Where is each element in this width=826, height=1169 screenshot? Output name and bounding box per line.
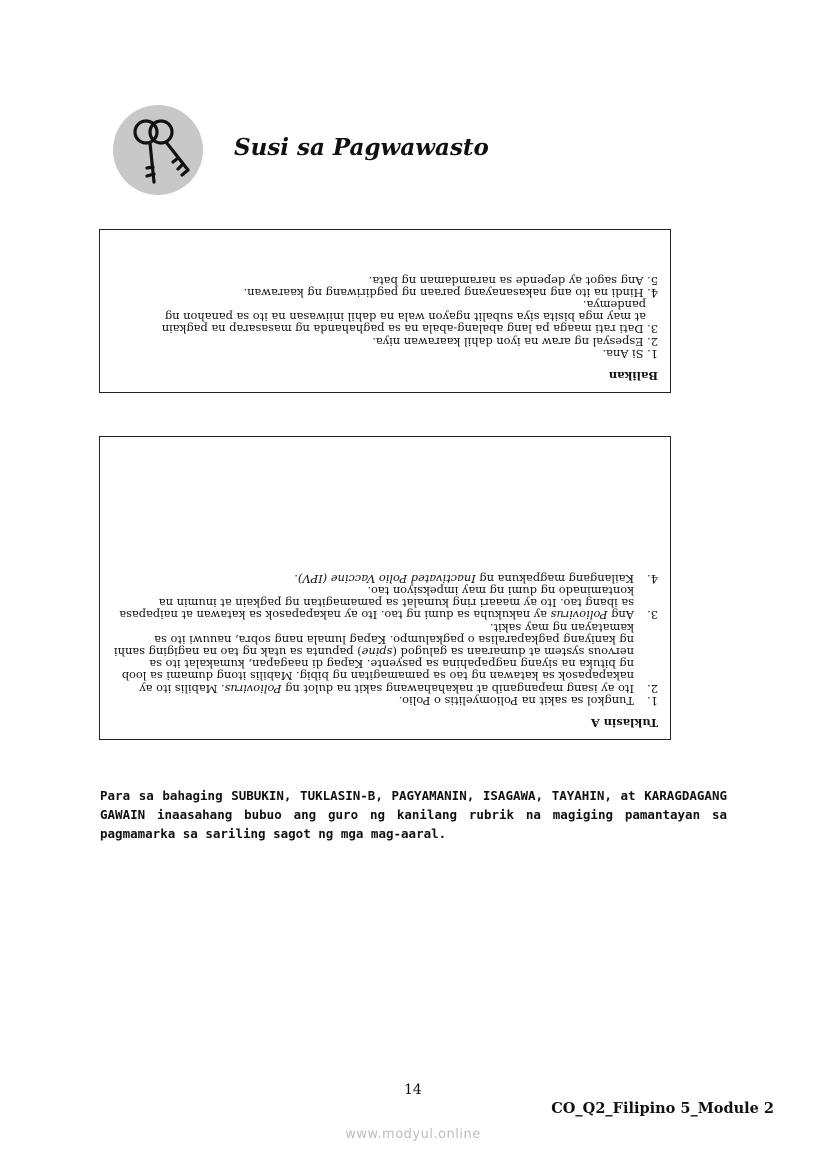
- list-item: 5. Ang sagot ay depende sa naramdaman ng bata.: [368, 273, 658, 288]
- item-number: 2.: [647, 681, 658, 696]
- list-item: pandemya.: [582, 297, 646, 312]
- page-title: Susi sa Pagwawasto: [234, 134, 489, 161]
- tuklasin-flipped-content: [100, 437, 670, 739]
- item-number: 1.: [647, 693, 658, 708]
- tuklasin-answer-box: [99, 436, 671, 740]
- list-item: 1. Si Ana.: [602, 346, 658, 361]
- list-item: 4. Hindi na ito ang nakasanayang paraan ng pagdiriwang ng kaarawan.: [243, 285, 658, 300]
- page-number: 14: [404, 1082, 422, 1098]
- item-number: 3.: [647, 608, 658, 623]
- module-code: CO_Q2_Filipino 5_Module 2: [551, 1100, 774, 1117]
- item-text: Tungkol sa sakit na Poliomyelitis o Polio.: [398, 693, 634, 708]
- balikan-flipped-content: [100, 230, 670, 392]
- list-item: [112, 585, 658, 622]
- item-text: Ito ay isang mapanganib at nakahahawang sakit na dulot ng Poliovirus. Mabilis ito ay nakapapasok sa katawan ng tao sa pamamagitan ng bibig. Mabilis itong dumami sa loob ng bituka na siyang nagpapahina sa pasyente. Kapag di naagapan, kumakalat ito sa nervous system at dumaraan sa galugod (spine) papunta sa utak ng tao na nagiging sanhi ng kaniyang pagkaparalisa o pagkalumpo. Kapag lumala nang sobra, nauuwi ito sa kamatayan ng may sakit.: [114, 620, 634, 696]
- item-number: 4.: [647, 571, 658, 586]
- balikan-answer-box: [99, 229, 671, 393]
- tuklasin-list: [112, 573, 658, 707]
- balikan-list: [112, 274, 658, 359]
- item-text: Kailangang magpakuna ng Inactivated Polio Vaccine (IPV).: [294, 571, 634, 586]
- list-item: at may mga bisita siya subalit ngayon wala na dahil iniiwasan na ito sa panahon ng: [164, 310, 646, 325]
- watermark: www.modyul.online: [345, 1127, 481, 1142]
- tuklasin-heading: Tuklasin A: [590, 716, 658, 730]
- balikan-heading: Balikan: [608, 369, 658, 383]
- list-item: 2. Espesyal ng araw na iyon dahil kaarawan niya.: [372, 334, 658, 349]
- item-text: Ang Poliovirus ay nakukuha sa dumi ng tao. Ito ay nakapapasok sa katawan at naipapasa sa ibang tao. Ito ay maaari ring kumalat sa pamamagitan ng pagkain at inumin na kontaminado ng dumi ng may impeksiyon tao.: [119, 583, 634, 623]
- list-item: [112, 621, 658, 694]
- list-item: 3. Dati rati maaga pa lang abalang-abala na sa paghahanda ng masasarap na pagkain: [161, 322, 658, 337]
- list-item: [112, 695, 658, 707]
- teacher-note: Para sa bahaging SUBUKIN, TUKLASIN-B, PAGYAMANIN, ISAGAWA, TAYAHIN, at KARAGDAGANG GAWAIN inaasahang bubuo ang guro ng kanilang rubrik na magiging pamantayan sa pagmamarka sa sariling sagot ng mga mag-aaral.: [100, 788, 727, 841]
- keys-icon: [112, 104, 204, 196]
- list-item: [112, 573, 658, 585]
